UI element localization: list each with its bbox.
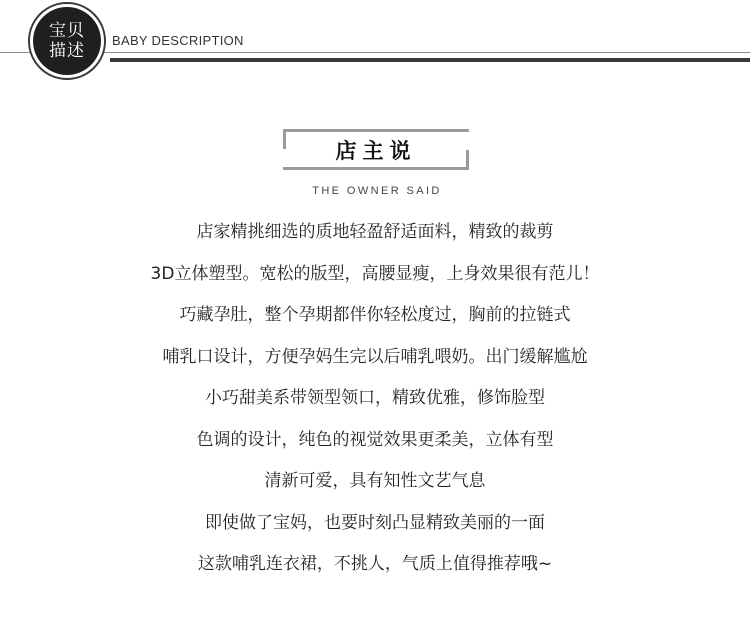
section-header [0, 0, 750, 90]
page-title: 店主说 [335, 138, 417, 163]
description-line: 清新可爱，具有知性文艺气息 [264, 471, 486, 491]
title-frame [283, 129, 469, 170]
header-heavy-rule [110, 58, 750, 62]
description-line: 这款哺乳连衣裙，不挑人，气质上值得推荐哦~ [197, 554, 553, 574]
description-line: 店家精挑细选的质地轻盈舒适面料，精致的裁剪 [196, 222, 554, 242]
badge-line-2: 描述 [49, 41, 85, 61]
description-line: 巧藏孕肚，整个孕期都伴你轻松度过，胸前的拉链式 [179, 305, 571, 325]
header-thin-rule [0, 52, 750, 53]
badge-line-1: 宝贝 [49, 21, 85, 41]
description-text [0, 216, 750, 590]
page-subtitle: THE OWNER SAID [312, 185, 442, 197]
description-line: 3D立体塑型。宽松的版型，高腰显瘦，上身效果很有范儿！ [150, 263, 600, 284]
description-line: 小巧甜美系带领型领口，精致优雅，修饰脸型 [205, 388, 545, 408]
section-badge [33, 7, 101, 75]
section-label: BABY DESCRIPTION [112, 33, 244, 48]
description-line: 哺乳口设计，方便孕妈生完以后哺乳喂奶。出门缓解尴尬 [162, 346, 588, 367]
description-line: 即使做了宝妈，也要时刻凸显精致美丽的一面 [205, 512, 545, 533]
description-line: 色调的设计，纯色的视觉效果更柔美，立体有型 [196, 429, 554, 450]
